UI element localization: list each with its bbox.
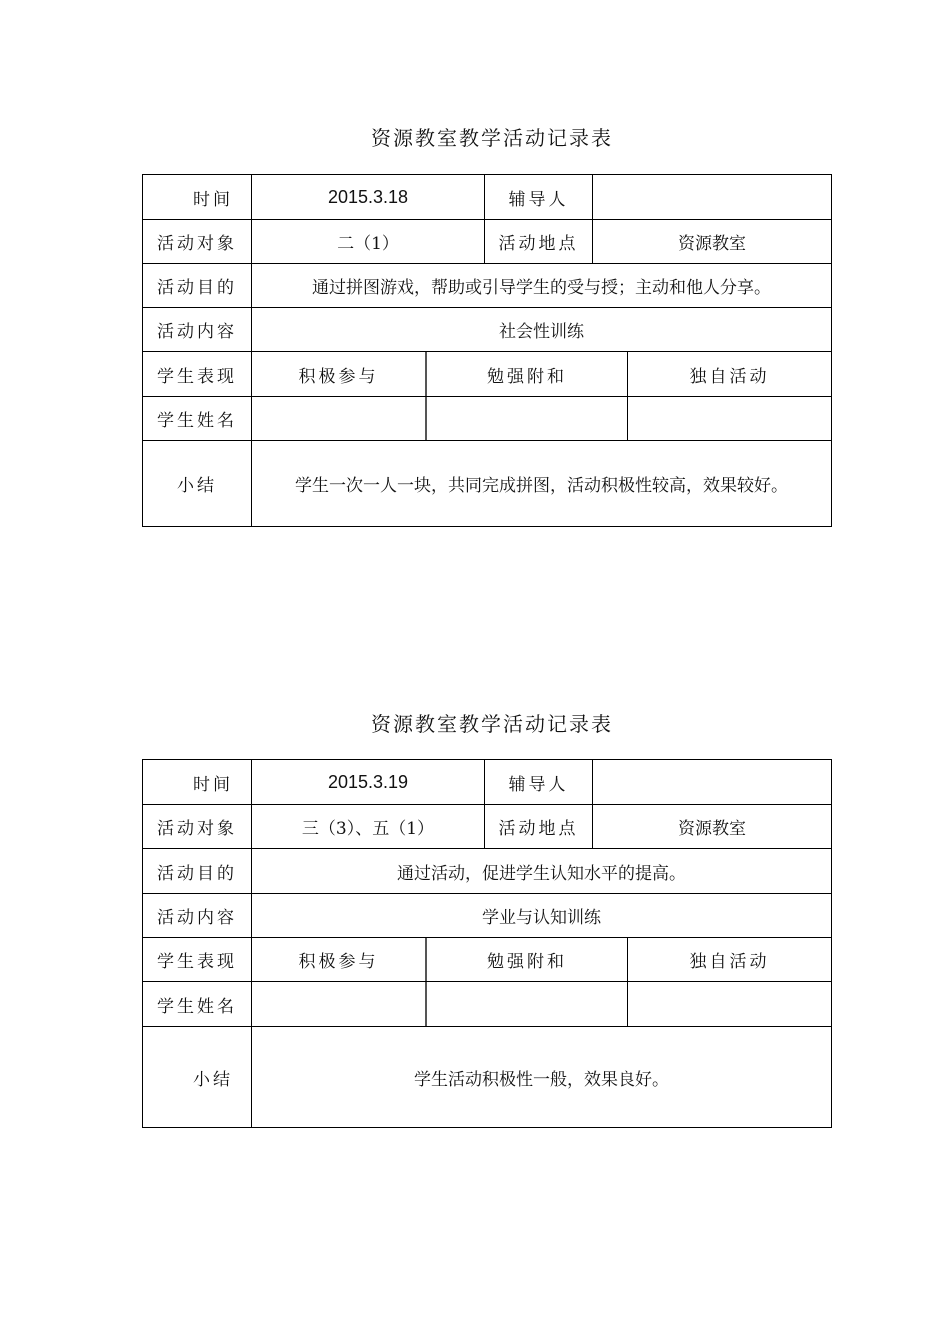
value-tutor — [592, 760, 831, 804]
form-title: 资源教室教学活动记录表 — [371, 126, 613, 150]
value-content: 学业与认知训练 — [251, 894, 831, 937]
performance-col-alone: 独自活动 — [627, 352, 831, 396]
label-summary: 小结 — [177, 476, 217, 496]
names-alone — [627, 982, 831, 1026]
label-target: 活动对象 — [157, 234, 237, 254]
label-location: 活动地点 — [484, 220, 592, 263]
row-performance — [143, 352, 831, 397]
label-content: 活动内容 — [157, 322, 237, 342]
value-tutor — [592, 175, 831, 219]
form-title: 资源教室教学活动记录表 — [371, 712, 613, 736]
label-content: 活动内容 — [157, 908, 237, 928]
value-target: 二（1） — [251, 220, 484, 263]
value-summary: 学生活动积极性一般，效果良好。 — [251, 1027, 831, 1127]
performance-col-alone: 独自活动 — [627, 938, 831, 981]
value-target: 三（3）、五（1） — [251, 805, 484, 848]
names-active — [251, 397, 425, 440]
value-content: 社会性训练 — [251, 308, 831, 351]
row-summary — [143, 441, 831, 526]
label-performance: 学生表现 — [157, 952, 237, 972]
value-time: 2015.3.18 — [251, 175, 484, 219]
label-location: 活动地点 — [484, 805, 592, 848]
label-goal: 活动目的 — [157, 278, 237, 298]
record-table — [142, 759, 832, 1128]
label-names: 学生姓名 — [157, 411, 237, 431]
label-tutor: 辅导人 — [484, 175, 592, 219]
row-names — [143, 982, 831, 1027]
names-reluctant — [425, 397, 627, 440]
label-time: 时间 — [193, 774, 233, 795]
row-content — [143, 894, 831, 938]
value-location: 资源教室 — [592, 805, 831, 848]
value-time: 2015.3.19 — [251, 760, 484, 804]
row-goal — [143, 849, 831, 894]
performance-col-reluctant: 勉强附和 — [425, 352, 627, 396]
label-summary: 小结 — [193, 1069, 233, 1090]
row-content — [143, 308, 831, 352]
names-active — [251, 982, 425, 1026]
value-location: 资源教室 — [592, 220, 831, 263]
row-target — [143, 220, 831, 264]
label-names: 学生姓名 — [157, 996, 237, 1017]
performance-col-reluctant: 勉强附和 — [425, 938, 627, 981]
names-alone — [627, 397, 831, 440]
row-time — [143, 760, 831, 805]
value-summary: 学生一次一人一块，共同完成拼图，活动积极性较高，效果较好。 — [251, 441, 831, 526]
record-table — [142, 174, 832, 527]
performance-col-active: 积极参与 — [251, 938, 425, 981]
label-performance: 学生表现 — [157, 366, 237, 387]
row-performance — [143, 938, 831, 982]
row-goal — [143, 264, 831, 308]
row-time — [143, 175, 831, 220]
row-target — [143, 805, 831, 849]
names-reluctant — [425, 982, 627, 1026]
value-goal: 通过拼图游戏，帮助或引导学生的受与授；主动和他人分享。 — [251, 264, 831, 307]
label-tutor: 辅导人 — [484, 760, 592, 804]
value-goal: 通过活动，促进学生认知水平的提高。 — [251, 849, 831, 893]
label-goal: 活动目的 — [157, 863, 237, 884]
label-time: 时间 — [193, 189, 233, 210]
performance-col-active: 积极参与 — [251, 352, 425, 396]
row-names — [143, 397, 831, 441]
row-summary — [143, 1027, 831, 1127]
label-target: 活动对象 — [157, 819, 237, 839]
